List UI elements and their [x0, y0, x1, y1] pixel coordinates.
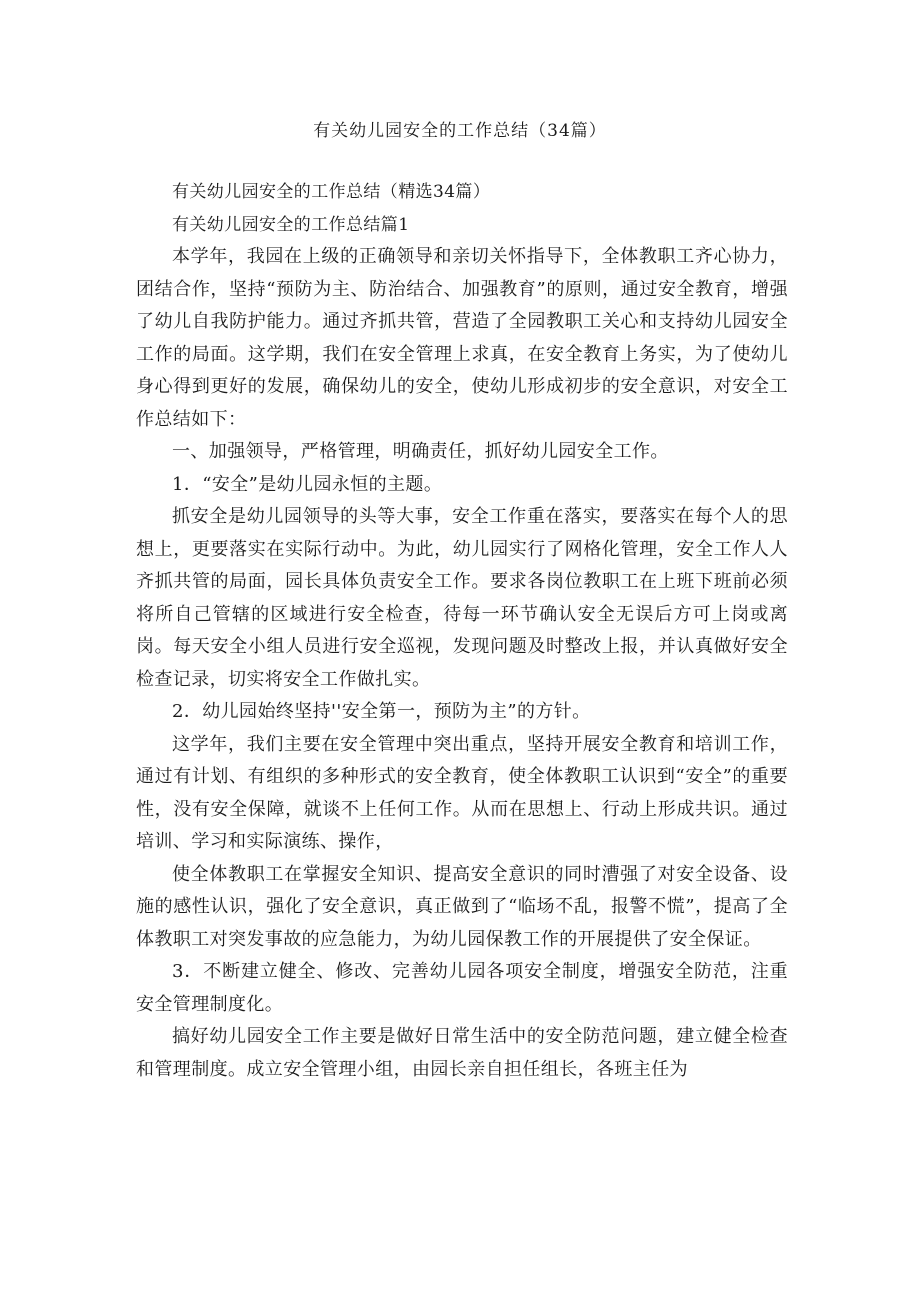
document-body: [136, 176, 788, 1086]
paragraph: 本学年，我园在上级的正确领导和亲切关怀指导下，全体教职工齐心协力，团结合作，坚持“预防为主、防治结合、加强教育”的原则，通过安全教育，增强了幼儿自我防护能力。通过齐抓共管，营造了全园教职工关心和支持幼儿园安全工作的局面。这学期，我们在安全管理上求真，在安全教育上务实，为了使幼儿身心得到更好的发展，确保幼儿的安全，使幼儿形成初步的安全意识，对安全工作总结如下：: [136, 246, 788, 430]
paragraph: 搞好幼儿园安全工作主要是做好日常生活中的安全防范问题，建立健全检查和管理制度。成立安全管理小组，由园长亲自担任组长，各班主任为: [136, 1026, 788, 1080]
paragraph: 使全体教职工在掌握安全知识、提高安全意识的同时漕强了对安全设备、设施的感性认识，强化了安全意识，真正做到了“临场不乱，报警不慌”，提高了全体教职工对突发事故的应急能力，为幼儿园保教工作的开展提供了安全保证。: [136, 863, 788, 950]
paragraph-heading: 1．“安全”是幼儿园永恒的主题。: [172, 473, 443, 495]
paragraph-heading: 2．幼儿园始终坚持''安全第一，预防为主”的方针。: [172, 701, 591, 722]
paragraph: 这学年，我们主要在安全管理中突出重点，坚持开展安全教育和培训工作，通过有计划、有组织的多种形式的安全教育，使全体教职工认识到“安全”的重要性，没有安全保障，就谈不上任何工作。从而在思想上、行动上形成共识。通过培训、学习和实际演练、操作，: [136, 733, 788, 852]
section-heading: 有关幼儿园安全的工作总结篇1: [172, 214, 410, 235]
document-subtitle: 有关幼儿园安全的工作总结（精选34篇）: [172, 182, 491, 202]
document-title: 有关幼儿园安全的工作总结（34篇）: [313, 121, 607, 141]
paragraph-heading: 3．不断建立健全、修改、完善幼儿园各项安全制度，增强安全防范，注重安全管理制度化。: [136, 961, 788, 1015]
paragraph-heading: 一、加强领导，严格管理，明确责任，抓好幼儿园安全工作。: [172, 441, 669, 462]
paragraph: 抓安全是幼儿园领导的头等大事，安全工作重在落实，要落实在每个人的思想上，更要落实在实际行动中。为此，幼儿园实行了网格化管理，安全工作人人齐抓共管的局面，园长具体负责安全工作。要求各岗位教职工在上班下班前必须将所自己管辖的区域进行安全检查，待每一环节确认安全无误后方可上岗或离岗。每天安全小组人员进行安全巡视，发现问题及时整改上报，并认真做好安全检查记录，切实将安全工作做扎实。: [136, 506, 788, 690]
